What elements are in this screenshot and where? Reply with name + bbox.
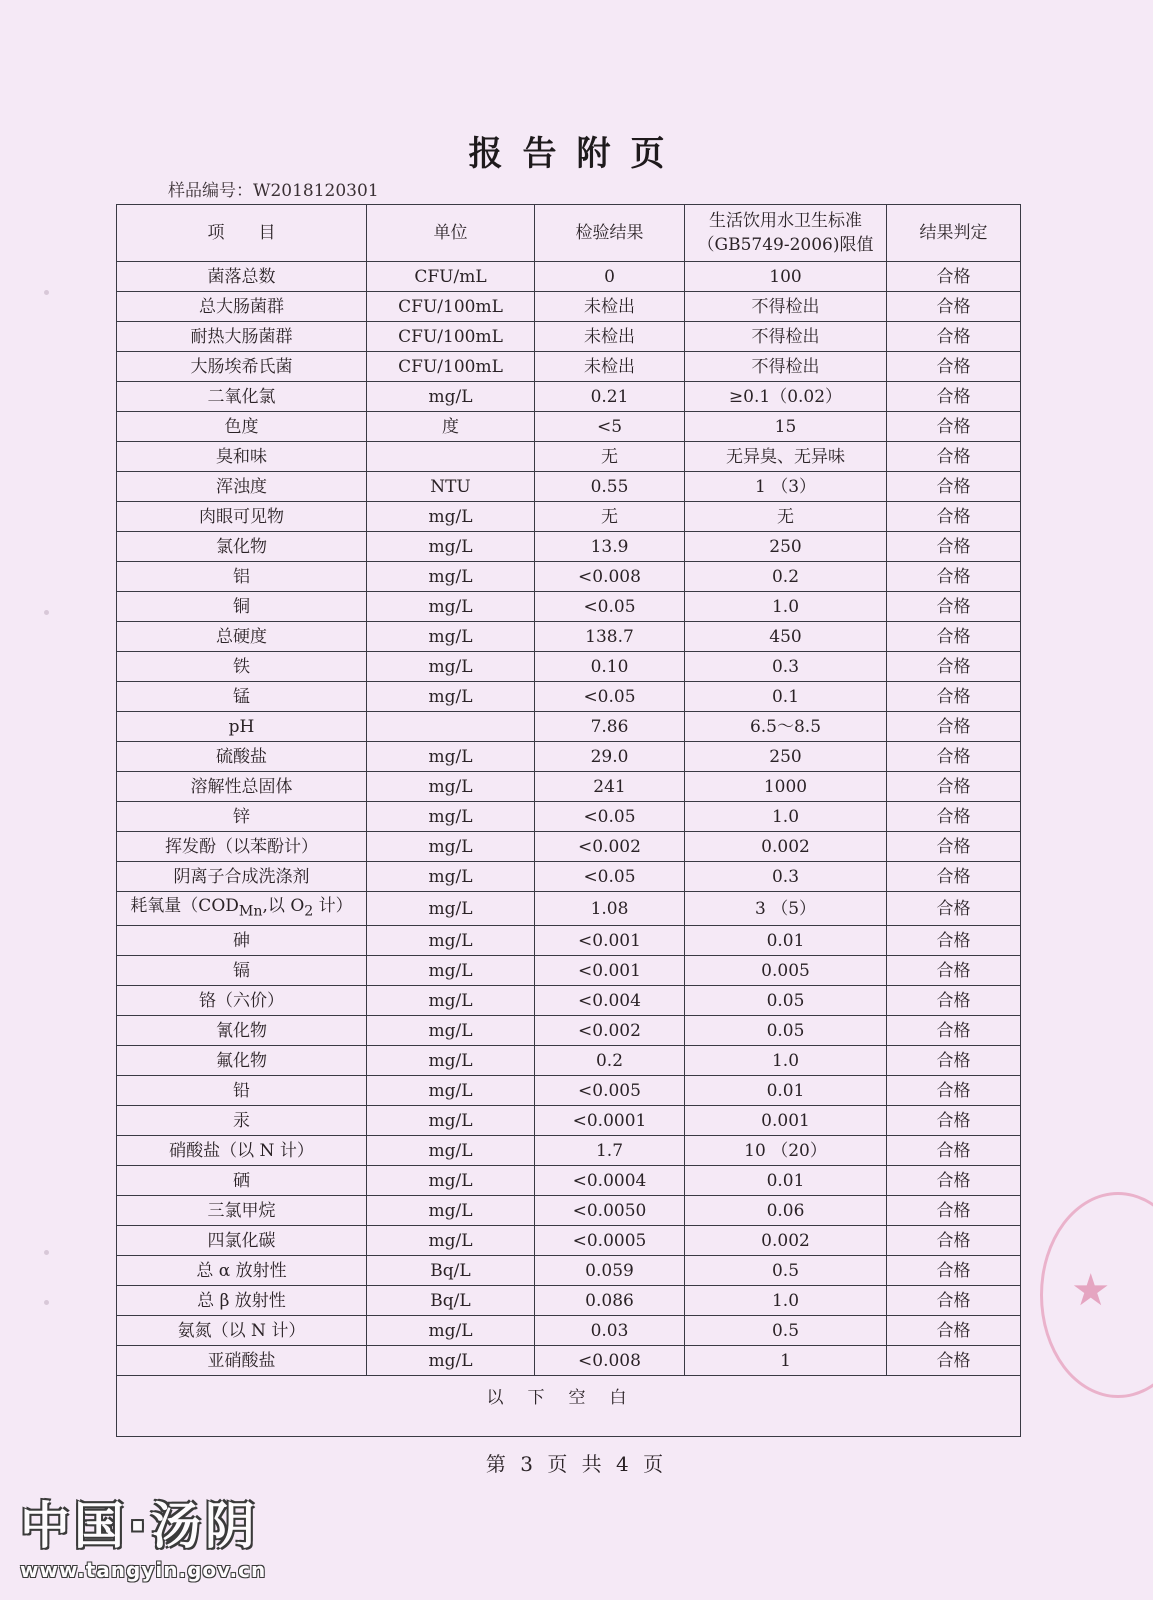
cell-item: 硫酸盐 bbox=[117, 742, 367, 772]
cell-limit: 15 bbox=[685, 412, 887, 442]
cell-result: <0.008 bbox=[535, 1346, 685, 1376]
cell-unit: mg/L bbox=[367, 772, 535, 802]
header-judgement: 结果判定 bbox=[887, 205, 1021, 262]
cell-item: 氟化物 bbox=[117, 1046, 367, 1076]
cell-judgement: 合格 bbox=[887, 502, 1021, 532]
blank-below-note: 以下空白 bbox=[117, 1376, 1021, 1437]
cell-result: 未检出 bbox=[535, 292, 685, 322]
cell-result: <0.0004 bbox=[535, 1166, 685, 1196]
cell-item: 砷 bbox=[117, 926, 367, 956]
cell-item: 菌落总数 bbox=[117, 262, 367, 292]
cell-result: 未检出 bbox=[535, 352, 685, 382]
cell-unit: mg/L bbox=[367, 1316, 535, 1346]
cell-result: 241 bbox=[535, 772, 685, 802]
cell-result: <0.0050 bbox=[535, 1196, 685, 1226]
cell-result: 0.086 bbox=[535, 1286, 685, 1316]
cell-judgement: 合格 bbox=[887, 562, 1021, 592]
sample-number: 样品编号：W2018120301 bbox=[168, 181, 379, 201]
cell-unit: mg/L bbox=[367, 802, 535, 832]
cell-judgement: 合格 bbox=[887, 262, 1021, 292]
cell-unit: mg/L bbox=[367, 926, 535, 956]
cell-limit: 不得检出 bbox=[685, 322, 887, 352]
cell-result: <0.05 bbox=[535, 592, 685, 622]
cell-limit: 0.05 bbox=[685, 1016, 887, 1046]
cell-result: 0 bbox=[535, 262, 685, 292]
cell-judgement: 合格 bbox=[887, 926, 1021, 956]
cell-item: 铅 bbox=[117, 1076, 367, 1106]
cell-result: 1.08 bbox=[535, 892, 685, 926]
cell-unit: mg/L bbox=[367, 562, 535, 592]
table-row bbox=[117, 652, 1021, 682]
cell-judgement: 合格 bbox=[887, 592, 1021, 622]
table-row bbox=[117, 802, 1021, 832]
cell-item: 阴离子合成洗涤剂 bbox=[117, 862, 367, 892]
cell-result: 7.86 bbox=[535, 712, 685, 742]
cell-result: 29.0 bbox=[535, 742, 685, 772]
cell-judgement: 合格 bbox=[887, 1166, 1021, 1196]
cell-limit: 250 bbox=[685, 742, 887, 772]
cell-result: <5 bbox=[535, 412, 685, 442]
header-standard-limit: 生活饮用水卫生标准（GB5749-2006)限值 bbox=[685, 205, 887, 262]
cell-limit: 0.2 bbox=[685, 562, 887, 592]
cell-item: 硝酸盐（以 N 计） bbox=[117, 1136, 367, 1166]
cell-unit: mg/L bbox=[367, 1046, 535, 1076]
cell-limit: 1 bbox=[685, 1346, 887, 1376]
cell-unit: Bq/L bbox=[367, 1256, 535, 1286]
seal-star-icon: ★ bbox=[1071, 1265, 1111, 1316]
cell-judgement: 合格 bbox=[887, 382, 1021, 412]
cell-unit: CFU/100mL bbox=[367, 352, 535, 382]
cell-item: 耐热大肠菌群 bbox=[117, 322, 367, 352]
cell-judgement: 合格 bbox=[887, 622, 1021, 652]
cell-unit: mg/L bbox=[367, 682, 535, 712]
table-row bbox=[117, 862, 1021, 892]
cell-item: 溶解性总固体 bbox=[117, 772, 367, 802]
cell-limit: 不得检出 bbox=[685, 292, 887, 322]
table-row bbox=[117, 1166, 1021, 1196]
table-row bbox=[117, 382, 1021, 412]
table-row bbox=[117, 892, 1021, 926]
cell-limit: 1 （3） bbox=[685, 472, 887, 502]
cell-judgement: 合格 bbox=[887, 412, 1021, 442]
cell-judgement: 合格 bbox=[887, 986, 1021, 1016]
page-number: 第 3 页 共 4 页 bbox=[485, 1452, 668, 1476]
table-row bbox=[117, 622, 1021, 652]
cell-result: 0.21 bbox=[535, 382, 685, 412]
cell-result: 无 bbox=[535, 502, 685, 532]
cell-result: <0.004 bbox=[535, 986, 685, 1016]
cell-limit: 1.0 bbox=[685, 1046, 887, 1076]
table-row bbox=[117, 1106, 1021, 1136]
cell-unit: mg/L bbox=[367, 1166, 535, 1196]
cell-item: 臭和味 bbox=[117, 442, 367, 472]
watermark-logo bbox=[20, 1486, 350, 1596]
punch-hole bbox=[44, 610, 49, 615]
cell-result: <0.002 bbox=[535, 832, 685, 862]
cell-result: <0.05 bbox=[535, 862, 685, 892]
cell-unit: NTU bbox=[367, 472, 535, 502]
table-row bbox=[117, 442, 1021, 472]
cell-judgement: 合格 bbox=[887, 472, 1021, 502]
cell-item: 色度 bbox=[117, 412, 367, 442]
cell-limit: 无 bbox=[685, 502, 887, 532]
table-row bbox=[117, 292, 1021, 322]
cell-limit: 无异臭、无异味 bbox=[685, 442, 887, 472]
cell-unit: mg/L bbox=[367, 652, 535, 682]
cell-result: <0.05 bbox=[535, 682, 685, 712]
cell-item: 总 β 放射性 bbox=[117, 1286, 367, 1316]
cell-result: 无 bbox=[535, 442, 685, 472]
cell-item: 汞 bbox=[117, 1106, 367, 1136]
cell-judgement: 合格 bbox=[887, 1286, 1021, 1316]
cell-judgement: 合格 bbox=[887, 892, 1021, 926]
inspection-results-table bbox=[116, 204, 1021, 1437]
header-unit: 单位 bbox=[367, 205, 535, 262]
cell-limit: 0.1 bbox=[685, 682, 887, 712]
table-row bbox=[117, 562, 1021, 592]
cell-limit: 1.0 bbox=[685, 802, 887, 832]
cell-limit: 1.0 bbox=[685, 1286, 887, 1316]
official-seal bbox=[1040, 1192, 1153, 1398]
cell-limit: 0.002 bbox=[685, 832, 887, 862]
table-row bbox=[117, 352, 1021, 382]
cell-unit: mg/L bbox=[367, 532, 535, 562]
cell-result: 1.7 bbox=[535, 1136, 685, 1166]
cell-unit: mg/L bbox=[367, 832, 535, 862]
cell-limit: 450 bbox=[685, 622, 887, 652]
cell-judgement: 合格 bbox=[887, 832, 1021, 862]
cell-result: 0.10 bbox=[535, 652, 685, 682]
cell-judgement: 合格 bbox=[887, 1226, 1021, 1256]
cell-judgement: 合格 bbox=[887, 1016, 1021, 1046]
cell-unit: mg/L bbox=[367, 1196, 535, 1226]
cell-judgement: 合格 bbox=[887, 712, 1021, 742]
table-row bbox=[117, 1346, 1021, 1376]
page-title: 报告附页 bbox=[468, 134, 685, 174]
punch-hole bbox=[44, 290, 49, 295]
cell-result: 138.7 bbox=[535, 622, 685, 652]
cell-judgement: 合格 bbox=[887, 442, 1021, 472]
cell-result: 未检出 bbox=[535, 322, 685, 352]
cell-unit: mg/L bbox=[367, 382, 535, 412]
table-row bbox=[117, 1316, 1021, 1346]
cell-result: 0.2 bbox=[535, 1046, 685, 1076]
cell-item: 四氯化碳 bbox=[117, 1226, 367, 1256]
cell-unit: CFU/mL bbox=[367, 262, 535, 292]
cell-limit: 0.001 bbox=[685, 1106, 887, 1136]
cell-limit: 0.5 bbox=[685, 1316, 887, 1346]
cell-item: 铜 bbox=[117, 592, 367, 622]
cell-result: <0.0001 bbox=[535, 1106, 685, 1136]
cell-judgement: 合格 bbox=[887, 292, 1021, 322]
cell-limit: 3 （5） bbox=[685, 892, 887, 926]
cell-unit: mg/L bbox=[367, 892, 535, 926]
cell-judgement: 合格 bbox=[887, 742, 1021, 772]
cell-result: <0.001 bbox=[535, 926, 685, 956]
table-row bbox=[117, 412, 1021, 442]
cell-limit: 0.06 bbox=[685, 1196, 887, 1226]
table-row bbox=[117, 926, 1021, 956]
cell-item: 氰化物 bbox=[117, 1016, 367, 1046]
cell-limit: 0.3 bbox=[685, 652, 887, 682]
cell-item: 大肠埃希氏菌 bbox=[117, 352, 367, 382]
cell-judgement: 合格 bbox=[887, 322, 1021, 352]
cell-item: 锰 bbox=[117, 682, 367, 712]
cell-limit: 1000 bbox=[685, 772, 887, 802]
cell-unit bbox=[367, 712, 535, 742]
punch-hole bbox=[44, 1300, 49, 1305]
cell-result: <0.0005 bbox=[535, 1226, 685, 1256]
cell-item: 氨氮（以 N 计） bbox=[117, 1316, 367, 1346]
cell-item: 氯化物 bbox=[117, 532, 367, 562]
table-body bbox=[117, 262, 1021, 1376]
cell-judgement: 合格 bbox=[887, 1256, 1021, 1286]
cell-judgement: 合格 bbox=[887, 956, 1021, 986]
cell-item: 总大肠菌群 bbox=[117, 292, 367, 322]
cell-item: 亚硝酸盐 bbox=[117, 1346, 367, 1376]
watermark-url: www.tangyin.gov.cn bbox=[20, 1558, 267, 1582]
cell-result: 0.03 bbox=[535, 1316, 685, 1346]
cell-result: <0.001 bbox=[535, 956, 685, 986]
cell-unit: CFU/100mL bbox=[367, 292, 535, 322]
cell-unit: mg/L bbox=[367, 1346, 535, 1376]
cell-unit: mg/L bbox=[367, 1226, 535, 1256]
table-row bbox=[117, 1196, 1021, 1226]
cell-judgement: 合格 bbox=[887, 532, 1021, 562]
cell-result: <0.005 bbox=[535, 1076, 685, 1106]
cell-limit: 0.3 bbox=[685, 862, 887, 892]
cell-unit: mg/L bbox=[367, 742, 535, 772]
cell-item: 铁 bbox=[117, 652, 367, 682]
cell-item: 镉 bbox=[117, 956, 367, 986]
table-end-row bbox=[117, 1376, 1021, 1437]
cell-item: 锌 bbox=[117, 802, 367, 832]
cell-item: 铝 bbox=[117, 562, 367, 592]
cell-unit: 度 bbox=[367, 412, 535, 442]
cell-unit: mg/L bbox=[367, 1016, 535, 1046]
cell-judgement: 合格 bbox=[887, 1136, 1021, 1166]
cell-limit: 0.01 bbox=[685, 926, 887, 956]
cell-unit: mg/L bbox=[367, 622, 535, 652]
cell-judgement: 合格 bbox=[887, 1076, 1021, 1106]
cell-limit: 0.005 bbox=[685, 956, 887, 986]
cell-judgement: 合格 bbox=[887, 682, 1021, 712]
cell-item: 挥发酚（以苯酚计） bbox=[117, 832, 367, 862]
cell-result: <0.002 bbox=[535, 1016, 685, 1046]
cell-item: 硒 bbox=[117, 1166, 367, 1196]
table-row bbox=[117, 682, 1021, 712]
cell-limit: 不得检出 bbox=[685, 352, 887, 382]
table-row bbox=[117, 1076, 1021, 1106]
cell-judgement: 合格 bbox=[887, 1316, 1021, 1346]
cell-judgement: 合格 bbox=[887, 652, 1021, 682]
table-row bbox=[117, 592, 1021, 622]
cell-result: <0.05 bbox=[535, 802, 685, 832]
table-row bbox=[117, 262, 1021, 292]
cell-item: 二氧化氯 bbox=[117, 382, 367, 412]
table-header-row bbox=[117, 205, 1021, 262]
cell-judgement: 合格 bbox=[887, 1046, 1021, 1076]
cell-unit: Bq/L bbox=[367, 1286, 535, 1316]
cell-item: 肉眼可见物 bbox=[117, 502, 367, 532]
table-row bbox=[117, 1286, 1021, 1316]
cell-item: 总硬度 bbox=[117, 622, 367, 652]
cell-judgement: 合格 bbox=[887, 1346, 1021, 1376]
cell-limit: 100 bbox=[685, 262, 887, 292]
cell-unit: mg/L bbox=[367, 1106, 535, 1136]
table-row bbox=[117, 1256, 1021, 1286]
cell-limit: 6.5～8.5 bbox=[685, 712, 887, 742]
cell-item: pH bbox=[117, 712, 367, 742]
watermark-name: 中国·汤阴 bbox=[20, 1497, 259, 1555]
cell-unit: mg/L bbox=[367, 862, 535, 892]
cell-judgement: 合格 bbox=[887, 1196, 1021, 1226]
cell-unit: CFU/100mL bbox=[367, 322, 535, 352]
table-row bbox=[117, 986, 1021, 1016]
cell-limit: 0.01 bbox=[685, 1166, 887, 1196]
cell-judgement: 合格 bbox=[887, 352, 1021, 382]
table-row bbox=[117, 832, 1021, 862]
cell-limit: ≥0.1（0.02） bbox=[685, 382, 887, 412]
table-row bbox=[117, 1016, 1021, 1046]
table-row bbox=[117, 472, 1021, 502]
header-item: 项 目 bbox=[117, 205, 367, 262]
cell-item: 总 α 放射性 bbox=[117, 1256, 367, 1286]
cell-result: 13.9 bbox=[535, 532, 685, 562]
table-row bbox=[117, 502, 1021, 532]
cell-limit: 10 （20） bbox=[685, 1136, 887, 1166]
cell-judgement: 合格 bbox=[887, 802, 1021, 832]
table-row bbox=[117, 712, 1021, 742]
cell-item: 三氯甲烷 bbox=[117, 1196, 367, 1226]
cell-judgement: 合格 bbox=[887, 862, 1021, 892]
cell-unit: mg/L bbox=[367, 956, 535, 986]
cell-item: 铬（六价） bbox=[117, 986, 367, 1016]
table-row bbox=[117, 772, 1021, 802]
cell-result: 0.55 bbox=[535, 472, 685, 502]
cell-limit: 0.002 bbox=[685, 1226, 887, 1256]
cell-item: 耗氧量（$COD_{Mn}$,以 $O_2$ 计） bbox=[117, 892, 367, 926]
table-row bbox=[117, 322, 1021, 352]
table-row bbox=[117, 742, 1021, 772]
cell-judgement: 合格 bbox=[887, 772, 1021, 802]
cell-limit: 250 bbox=[685, 532, 887, 562]
table-row bbox=[117, 1226, 1021, 1256]
cell-result: <0.008 bbox=[535, 562, 685, 592]
cell-unit: mg/L bbox=[367, 986, 535, 1016]
cell-unit: mg/L bbox=[367, 592, 535, 622]
cell-limit: 0.5 bbox=[685, 1256, 887, 1286]
punch-hole bbox=[44, 1250, 49, 1255]
table-row bbox=[117, 532, 1021, 562]
cell-judgement: 合格 bbox=[887, 1106, 1021, 1136]
cell-unit: mg/L bbox=[367, 1076, 535, 1106]
table-row bbox=[117, 956, 1021, 986]
header-result: 检验结果 bbox=[535, 205, 685, 262]
cell-item: 浑浊度 bbox=[117, 472, 367, 502]
cell-unit: mg/L bbox=[367, 1136, 535, 1166]
table-row bbox=[117, 1136, 1021, 1166]
cell-result: 0.059 bbox=[535, 1256, 685, 1286]
cell-limit: 1.0 bbox=[685, 592, 887, 622]
table-row bbox=[117, 1046, 1021, 1076]
cell-unit: mg/L bbox=[367, 502, 535, 532]
cell-limit: 0.05 bbox=[685, 986, 887, 1016]
cell-limit: 0.01 bbox=[685, 1076, 887, 1106]
cell-unit bbox=[367, 442, 535, 472]
